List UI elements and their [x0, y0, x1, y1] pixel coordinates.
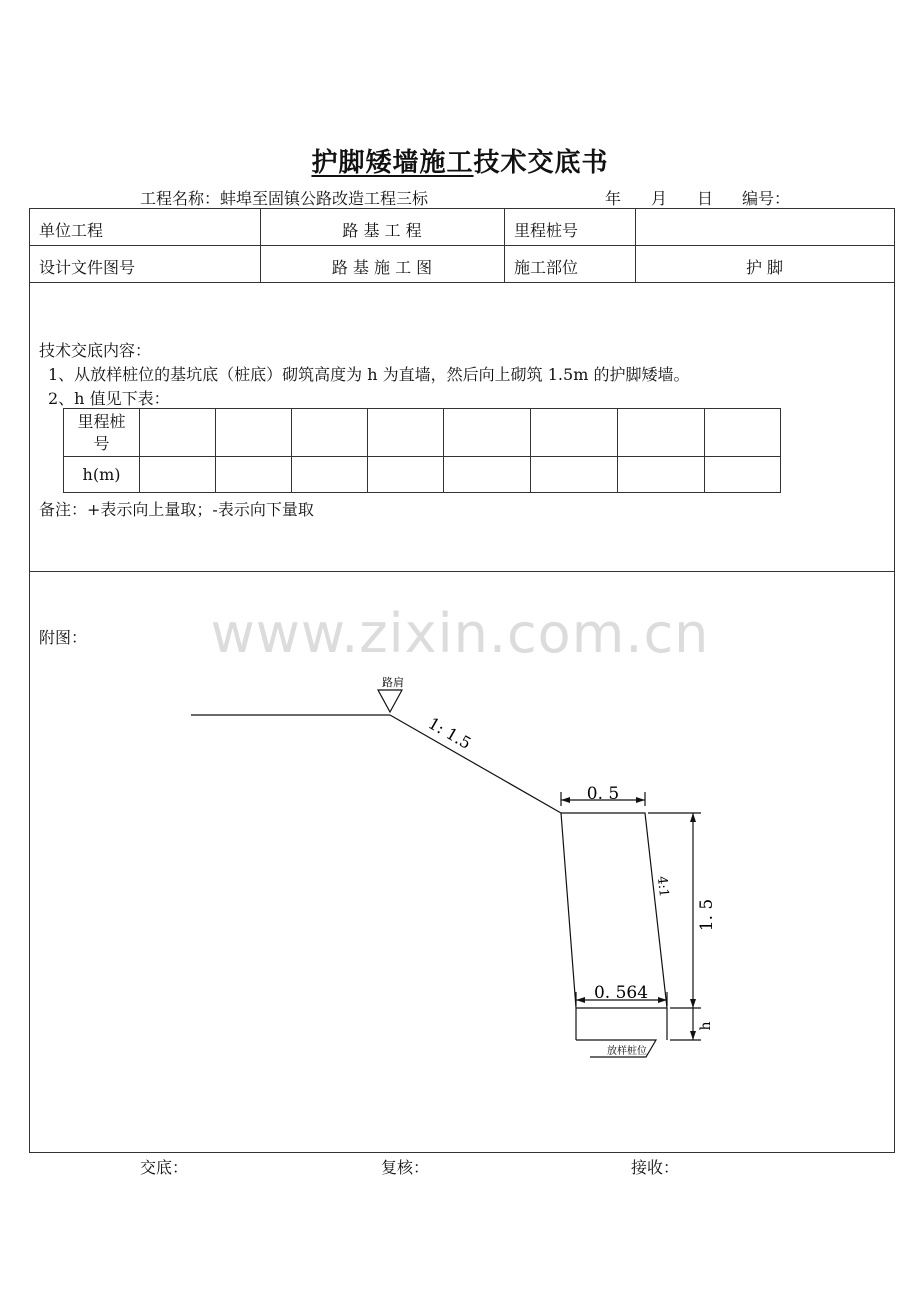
unit-project-value: 路 基 工 程 — [342, 221, 422, 240]
year-label: 年 — [605, 189, 622, 208]
title-part2: 工 — [446, 148, 474, 178]
construction-part-value: 护 脚 — [745, 258, 784, 277]
wall-batter-label: 4:1 — [653, 875, 672, 898]
receive-label: 接收： — [631, 1158, 680, 1177]
design-drawing-value: 路 基 施 工 图 — [331, 258, 433, 277]
handover-label: 交底： — [140, 1158, 189, 1177]
h-label: h — [698, 1021, 714, 1031]
slope-ratio-label: 1: 1.5 — [425, 713, 475, 753]
bottom-width-label: 0. 564 — [593, 983, 649, 1003]
watermark: www.zixin.com.cn — [210, 602, 710, 665]
arrow-head — [690, 813, 696, 822]
content-line-1: 1、从放样桩位的基坑底（桩底）砌筑高度为 h 为直墙，然后向上砌筑 1.5m 的护脚矮墙。 — [48, 365, 690, 384]
chainage-header-b: 号 — [93, 433, 110, 453]
design-drawing-label: 设计文件图号 — [39, 258, 136, 277]
month-label: 月 — [651, 189, 668, 208]
content-heading: 技术交底内容： — [39, 341, 152, 360]
title-part3: 技术交底书 — [473, 148, 609, 178]
unit-project-label: 单位工程 — [39, 221, 104, 240]
stake-label: 放样桩位 — [607, 1046, 647, 1057]
top-width-label: 0. 5 — [586, 784, 620, 804]
arrow-head — [690, 1031, 696, 1040]
construction-part-label: 施工部位 — [514, 258, 579, 277]
slope-line — [390, 715, 561, 813]
h-header-cell: h(m) — [64, 457, 140, 493]
arrow-head — [561, 797, 570, 803]
figure-label: 附图： — [39, 628, 88, 647]
project-name: 工程名称：蚌埠至固镇公路改造工程三标 — [140, 189, 429, 208]
arrow-head — [576, 997, 585, 1003]
road-shoulder-label: 路肩 — [382, 676, 404, 689]
road-shoulder-marker — [378, 690, 402, 712]
arrow-head — [690, 999, 696, 1008]
content-line-2: 2、h 值见下表： — [48, 389, 170, 408]
number-label: 编号： — [742, 189, 791, 208]
chainage-label: 里程桩号 — [514, 221, 579, 240]
chainage-header-a: 里程桩 — [77, 411, 126, 431]
wall-section — [561, 813, 667, 1008]
review-label: 复核： — [381, 1158, 430, 1177]
arrow-head — [636, 797, 645, 803]
wall-height-label: 1. 5 — [697, 898, 717, 932]
title-part1: 护脚矮墙施 — [311, 148, 447, 178]
day-label: 日 — [697, 189, 714, 208]
content-note: 备注：+表示向上量取；-表示向下量取 — [39, 500, 314, 519]
